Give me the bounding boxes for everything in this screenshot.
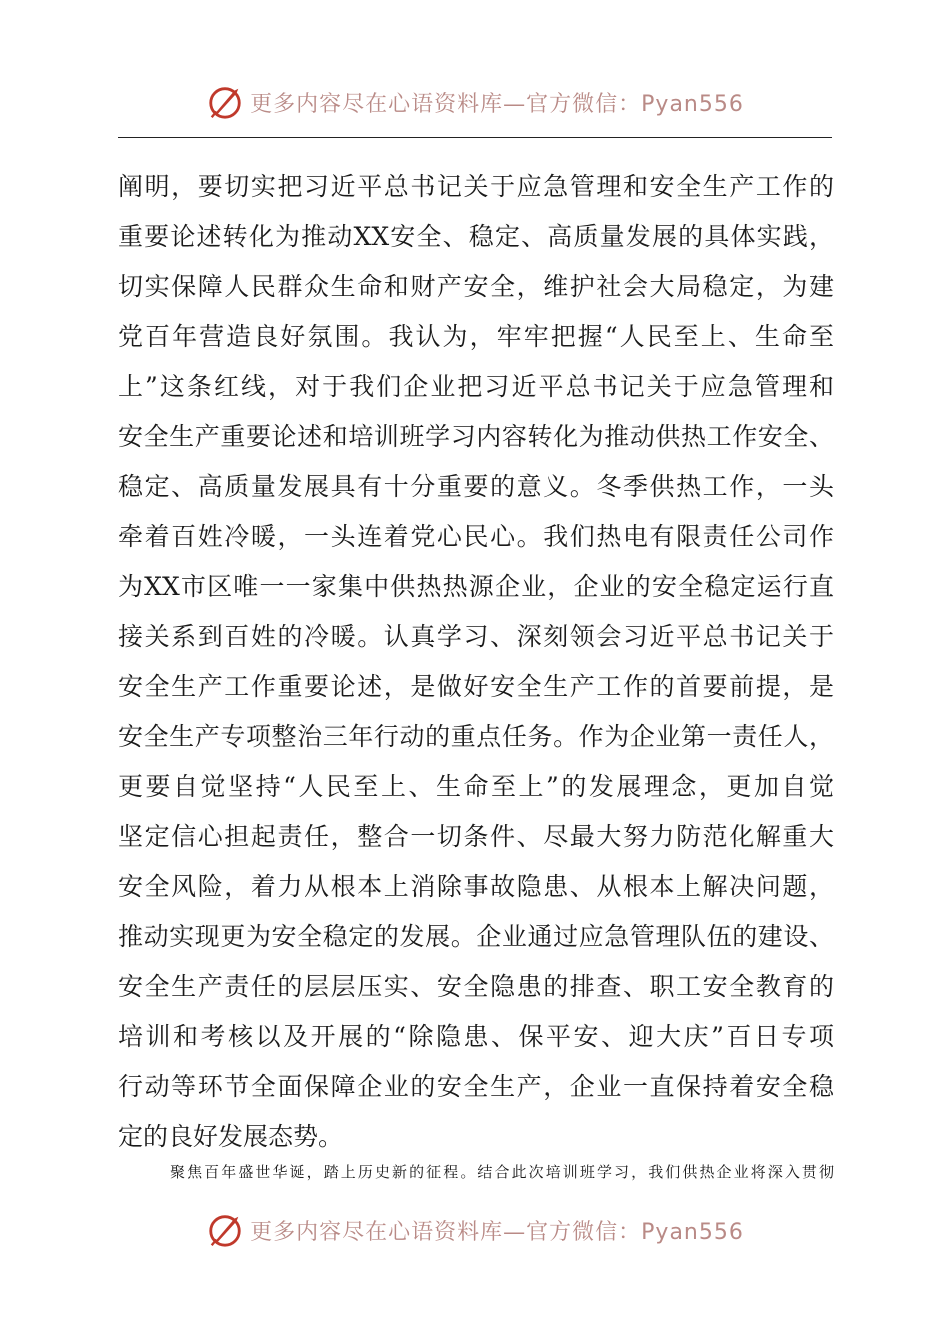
body-line: 接关系到百姓的冷暖。认真学习、深刻领会习近平总书记关于 xyxy=(118,622,834,651)
banner-slogan: 更多内容尽在心语资料库—官方微信： xyxy=(250,1219,642,1245)
body-line: 重要论述转化为推动XX安全、稳定、高质量发展的具体实践， xyxy=(118,222,834,251)
body-line: 牵着百姓冷暖，一头连着党心民心。我们热电有限责任公司作 xyxy=(118,522,834,551)
body-line: 切实保障人民群众生命和财产安全，维护社会大局稳定，为建 xyxy=(118,272,834,301)
wechat-id: Pyan556 xyxy=(641,91,744,117)
footer-banner xyxy=(0,1210,950,1250)
quill-logo-icon xyxy=(206,83,244,121)
next-paragraph-start: 聚焦百年盛世华诞，踏上历史新的征程。结合此次培训班学习，我们供热企业将深入贯彻 xyxy=(170,1163,834,1181)
banner-text xyxy=(250,87,744,118)
body-line: 培训和考核以及开展的“除隐患、保平安、迎大庆”百日专项 xyxy=(118,1022,834,1051)
body-line: 阐明，要切实把习近平总书记关于应急管理和安全生产工作的 xyxy=(118,172,834,201)
body-line: 为XX市区唯一一家集中供热热源企业，企业的安全稳定运行直 xyxy=(118,572,834,601)
body-line: 定的良好发展态势。 xyxy=(118,1122,344,1151)
body-line: 安全生产责任的层层压实、安全隐患的排查、职工安全教育的 xyxy=(118,972,834,1001)
body-line: 安全生产重要论述和培训班学习内容转化为推动供热工作安全、 xyxy=(118,422,834,451)
body-line: 行动等环节全面保障企业的安全生产，企业一直保持着安全稳 xyxy=(118,1072,834,1101)
quill-logo-icon xyxy=(206,1211,244,1249)
banner-slogan: 更多内容尽在心语资料库—官方微信： xyxy=(250,91,642,117)
wechat-id: Pyan556 xyxy=(641,1219,744,1245)
body-line: 稳定、高质量发展具有十分重要的意义。冬季供热工作，一头 xyxy=(118,472,834,501)
body-line: 上”这条红线，对于我们企业把习近平总书记关于应急管理和 xyxy=(118,372,834,401)
body-line: 更要自觉坚持“人民至上、生命至上”的发展理念，更加自觉 xyxy=(118,772,834,801)
body-line: 安全生产专项整治三年行动的重点任务。作为企业第一责任人， xyxy=(118,722,834,751)
document-body xyxy=(118,162,834,1162)
header-banner xyxy=(0,82,950,122)
body-line: 安全生产工作重要论述，是做好安全生产工作的首要前提，是 xyxy=(118,672,834,701)
banner-text xyxy=(250,1215,744,1246)
body-line: 安全风险，着力从根本上消除事故隐患、从根本上解决问题， xyxy=(118,872,834,901)
body-line: 坚定信心担起责任，整合一切条件、尽最大努力防范化解重大 xyxy=(118,822,834,851)
header-divider xyxy=(118,137,832,138)
body-line: 推动实现更为安全稳定的发展。企业通过应急管理队伍的建设、 xyxy=(118,922,834,951)
body-line: 党百年营造良好氛围。我认为，牢牢把握“人民至上、生命至 xyxy=(118,322,834,351)
